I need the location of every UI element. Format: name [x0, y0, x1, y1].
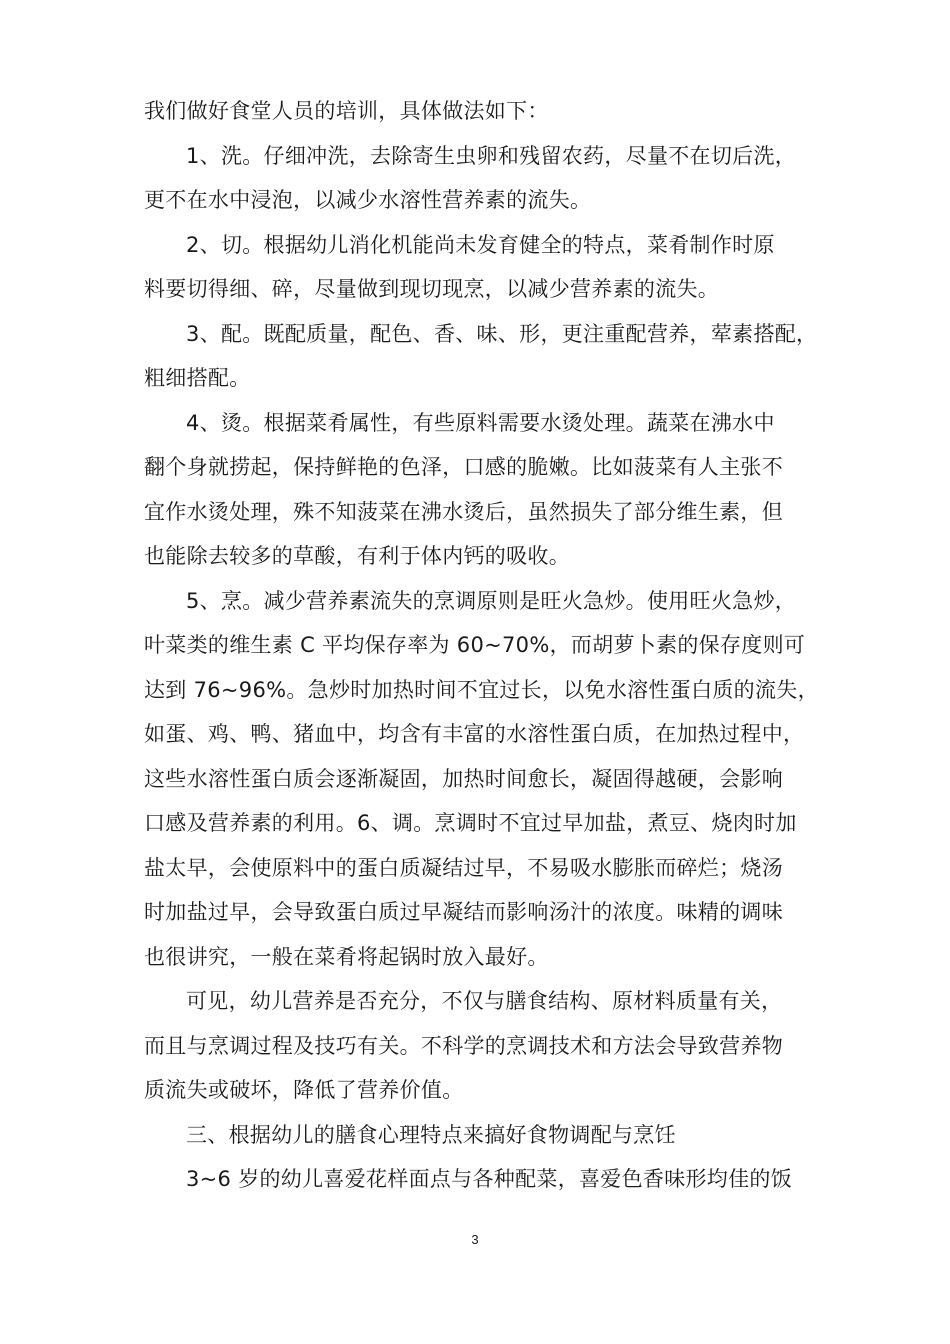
- text-line-15: 如蛋、鸡、鸭、猪血中，均含有丰富的水溶性蛋白质，在加热过程中，: [144, 722, 805, 746]
- text-line-22: 而且与烹调过程及技巧有关。不科学的烹调技术和方法会导致营养物: [144, 1034, 783, 1058]
- text-line-1: 我们做好食堂人员的培训，具体做法如下：: [144, 99, 549, 123]
- text-line-25: 3~6 岁的幼儿喜爱花样面点与各种配菜，喜爱色香味形均佳的饭: [186, 1167, 792, 1191]
- text-line-17: 口感及营养素的利用。6、调。烹调时不宜过早加盐，煮豆、烧肉时加: [144, 811, 797, 835]
- text-line-7: 粗细搭配。: [144, 366, 251, 390]
- text-line-23: 质流失或破坏，降低了营养价值。: [144, 1078, 464, 1102]
- text-line-8: 4、烫。根据菜肴属性，有些原料需要水烫处理。蔬菜在沸水中: [186, 411, 775, 435]
- text-line-14: 达到 76~96%。急炒时加热时间不宜过长，以免水溶性蛋白质的流失，: [144, 678, 819, 702]
- text-line-5: 料要切得细、碎，尽量做到现切现烹，以减少营养素的流失。: [144, 277, 720, 301]
- text-line-12: 5、烹。减少营养素流失的烹调原则是旺火急炒。使用旺火急炒，: [186, 589, 797, 613]
- section-heading: 三、根据幼儿的膳食心理特点来搞好食物调配与烹饪: [186, 1123, 676, 1147]
- text-line-6: 3、配。既配质量，配色、香、味、形，更注重配营养，荤素搭配，: [186, 322, 818, 346]
- text-line-21: 可见，幼儿营养是否充分，不仅与膳食结构、原材料质量有关，: [186, 989, 783, 1013]
- text-line-9: 翻个身就捞起，保持鲜艳的色泽，口感的脆嫩。比如菠菜有人主张不: [144, 455, 783, 479]
- text-line-4: 2、切。根据幼儿消化机能尚未发育健全的特点，菜肴制作时原: [186, 233, 775, 257]
- text-line-13: 叶菜类的维生素 C 平均保存率为 60~70%，而胡萝卜素的保存度则可: [144, 633, 806, 657]
- text-line-10: 宜作水烫处理，殊不知菠菜在沸水烫后，虽然损失了部分维生素，但: [144, 500, 783, 524]
- text-line-2: 1、洗。仔细冲洗，去除寄生虫卵和残留农药，尽量不在切后洗，: [186, 144, 797, 168]
- text-line-19: 时加盐过早，会导致蛋白质过早凝结而影响汤汁的浓度。味精的调味: [144, 900, 783, 924]
- text-line-3: 更不在水中浸泡，以减少水溶性营养素的流失。: [144, 188, 592, 212]
- text-line-18: 盐太早，会使原料中的蛋白质凝结过早，不易吸水膨胀而碎烂；烧汤: [144, 856, 783, 880]
- page-number: 3: [471, 1232, 479, 1247]
- text-line-16: 这些水溶性蛋白质会逐渐凝固，加热时间愈长，凝固得越硬，会影响: [144, 767, 783, 791]
- text-line-11: 也能除去较多的草酸，有利于体内钙的吸收。: [144, 544, 570, 568]
- text-line-20: 也很讲究，一般在菜肴将起锅时放入最好。: [144, 945, 549, 969]
